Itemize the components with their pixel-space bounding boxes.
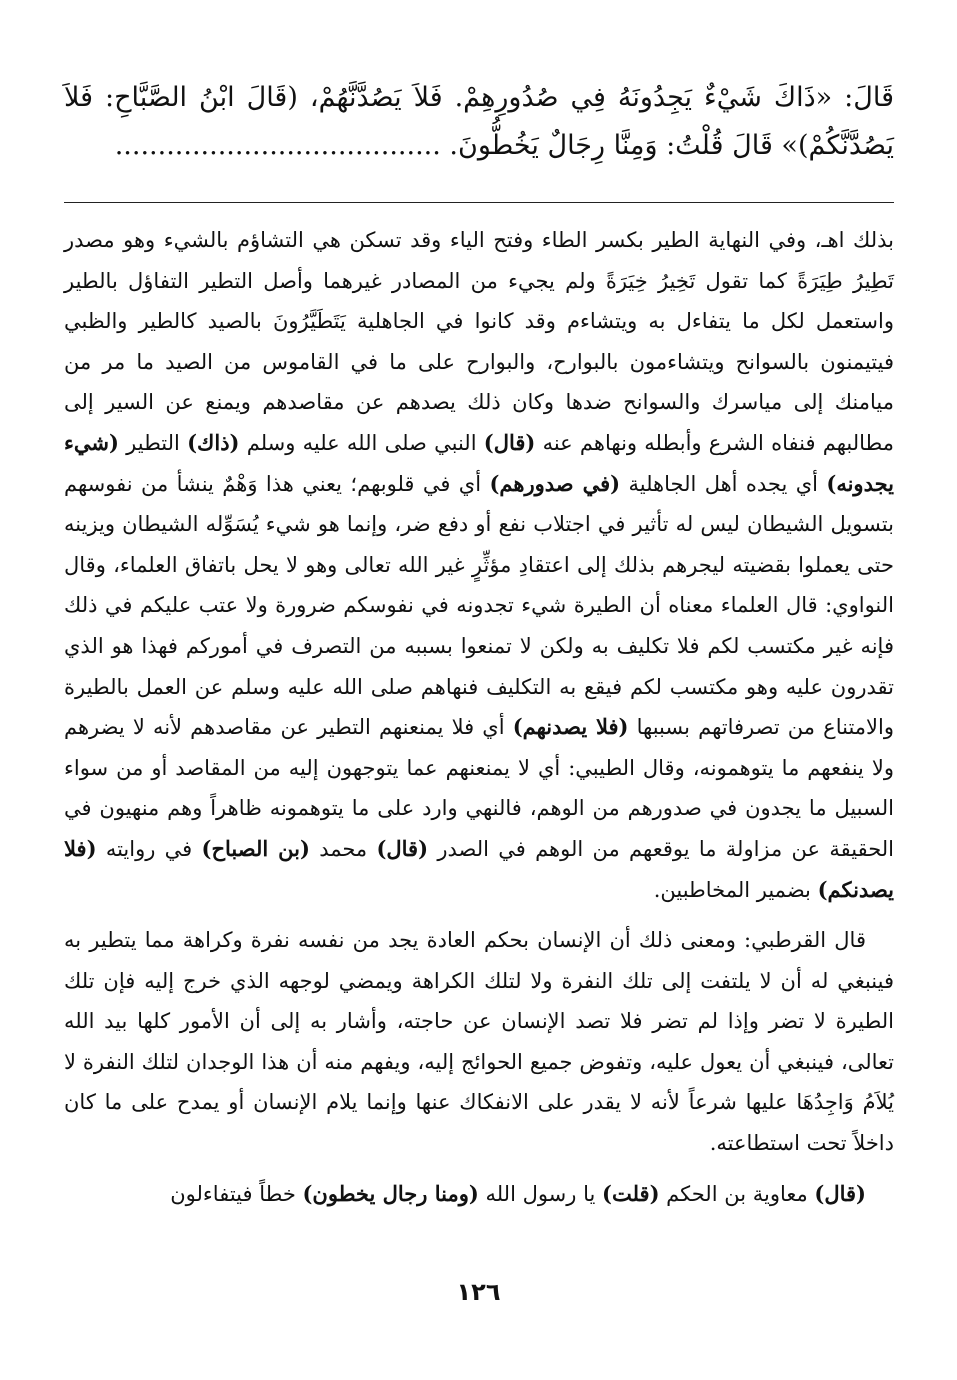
text-run: التطير	[118, 430, 188, 455]
commentary	[64, 220, 894, 1214]
commentary-paragraph-1	[64, 220, 894, 910]
text-run: بذلك اهـ، وفي النهاية الطير بكسر الطاء وفتح الياء وقد تسكن هي التشاؤم بالشيء وهو مصدر تَطِيرُ طِيَرَةً كما تقول تَخِيرُ خِيَرَةً ولم يجيء من المصادر غيرهما وأصل التطير التفاؤل بالطير واستعمل لكل ما يتفاءل به ويتشاءم وقد كانوا في الجاهلية يَتَطَيَّرُونَ بالصيد كالطير والظبي فيتيمنون بالسوانح ويتشاءمون بالبوارح، والبوارح على ما في القاموس من الصيد ما مر من ميامنك إلى مياسرك والسوانح ضدها وكان ذلك يصدهم عن مقاصدهم ويمنع عن السير إلى مطالبهم فنفاه الشرع وأبطله ونهاهم عنه	[64, 228, 894, 455]
text-run: محمد	[309, 836, 377, 861]
bold-term: (ومنا رجال يخطون)	[302, 1180, 479, 1206]
bold-term: (بن الصباح)	[201, 835, 310, 861]
hadith-text: قَالَ: «ذَاكَ شَيْءٌ يَجِدُونَهُ فِي صُدُورِهِمْ. فَلاَ يَصُدَّنَّهُمْ، (قَالَ ابْنُ الصَّبَّاحِ: فَلاَ يَصُدَّنَّكُمْ)» قَالَ قُلْتُ: وَمِنَّا رِجَالٌ يَخُطُّونَ. ......................................	[64, 82, 894, 161]
bold-term: (قال)	[376, 835, 429, 861]
text-run: بضمير المخاطبين.	[653, 877, 818, 902]
text-run: يا رسول الله	[478, 1181, 603, 1206]
bold-term: (في صدورهم)	[489, 470, 621, 496]
bold-term: (فلا يصدنكم)	[64, 835, 894, 902]
bold-term: (قلت)	[602, 1180, 660, 1206]
text-run: أي يجده أهل الجاهلية	[620, 471, 827, 496]
text-run: في روايته	[96, 836, 202, 861]
separator-line	[64, 202, 894, 203]
bold-term: (ذاك)	[187, 429, 240, 455]
bold-term: (فلا يصدنهم)	[512, 714, 629, 740]
bold-term: (قال)	[814, 1180, 866, 1206]
commentary-paragraph-3	[64, 1174, 894, 1215]
page-number: ١٢٦	[456, 1278, 501, 1306]
bold-term: (شيء يجدونه)	[64, 429, 894, 496]
text-run: معاوية بن الحكم	[659, 1181, 815, 1206]
bold-term: (قال)	[483, 429, 536, 455]
commentary-paragraph-2: قال القرطبي: ومعنى ذلك أن الإنسان بحكم العادة يجد من نفسه نفرة وكراهة مما يتطير به فينبغي له أن لا يلتفت إلى تلك النفرة ولا لتلك الكراهة ويمضي لوجهه الذي خرج إليه فإن تلك الطيرة لا تضر وإذا لم تضر فلا تصد الإنسان عن حاجته، وأشار به إلى أن الأمور كلها بيد الله تعالى، فينبغي أن يعول عليه، وتفوض جميع الحوائج إليه، ويفهم منه أن هذا الوجدان لتلك النفرة لا يُلاَمُ وَاجِدُهَا عليها شرعاً لأنه لا يقدر على الانفكاك عنها وإنما يلام الإنسان أو يمدح على ما كان داخلاً تحت استطاعته.	[64, 928, 894, 1156]
text-run: أي فلا يمنعنهم التطير عن مقاصدهم لأنه لا يضرهم ولا ينفعهم ما يتوهمونه، وقال الطيبي: أي لا يمنعنهم عما يتوجهون إليه من المقاصد أو من سواء السبيل ما يجدون في صدورهم من الوهم، فالنهي وارد على ما يتوهمونه ظاهراً وهم منهيون في الحقيقة عن مزاولة ما يوقعهم من الوهم في الصدر	[64, 715, 895, 861]
text-run: خطاً فيتفاءلون	[170, 1181, 303, 1206]
text-run: النبي صلى الله عليه وسلم	[239, 430, 484, 455]
text-run: أي في قلوبهم؛ يعني هذا وَهْمٌ ينشأ من نفوسهم بتسويل الشيطان ليس له تأثير في اجتلاب نفع أو دفع ضر، وإنما هو شيء يُسَوِّله الشيطان ويزينه حتى يعملوا بقضيته ليجرهم بذلك إلى اعتقادِ مؤثِّرٍ غير الله تعالى وهو لا يحل باتفاق العلماء، وقال النواوي: قال العلماء معناه أن الطيرة شيء تجدونه في نفوسكم ضرورة ولا عتب عليكم في ذلك فإنه غير مكتسب لكم فلا تكليف به ولكن لا تمنعوا بسببه من التصرف في أموركم فهذا هو الذي تقدرون عليه وهو مكتسب لكم فيقع به التكليف فنهاهم صلى الله عليه وسلم عن العمل بالطيرة والامتناع من تصرفاتهم بسببها	[64, 471, 894, 740]
